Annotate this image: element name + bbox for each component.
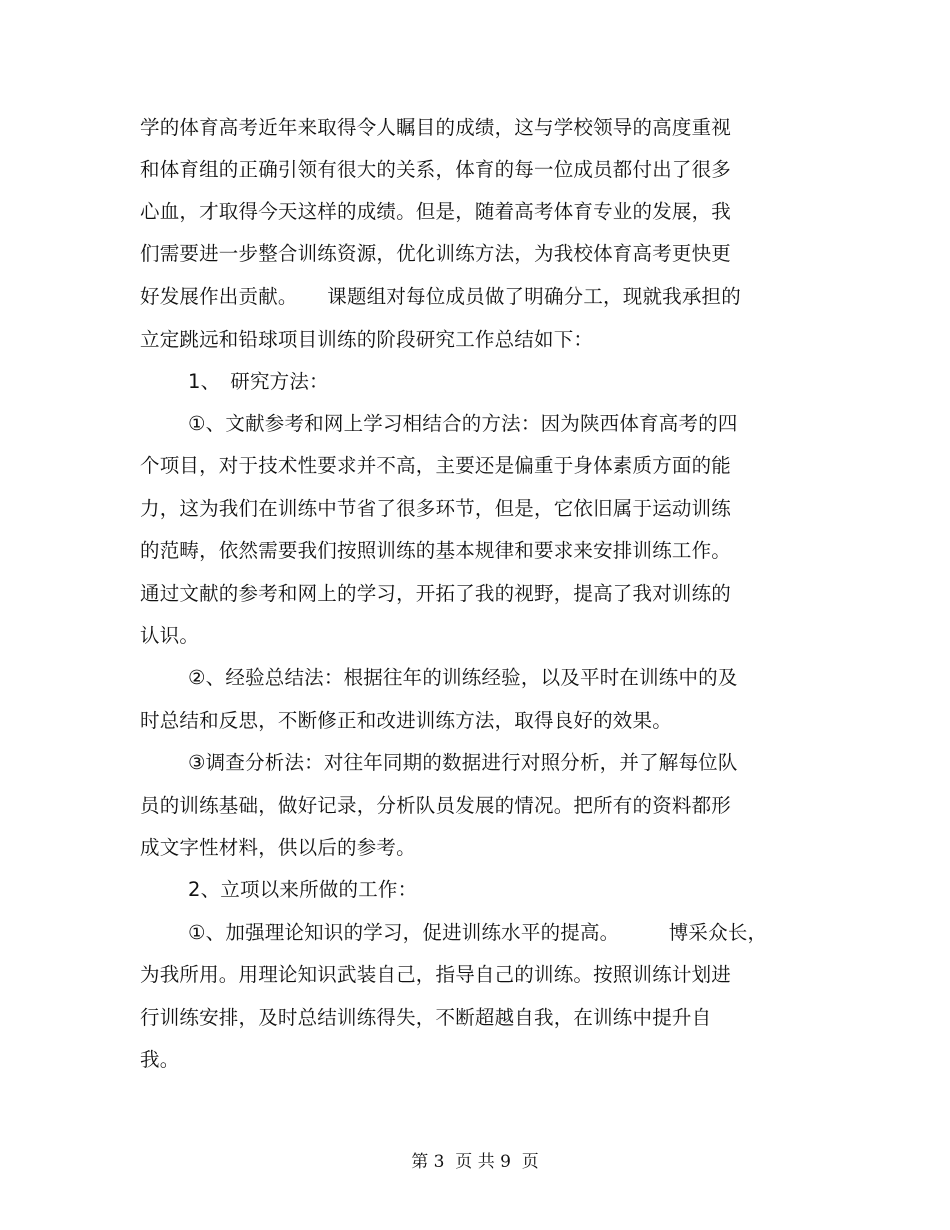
paragraph-line: 通过文献的参考和网上的学习，开拓了我的视野，提高了我对训练的 (140, 582, 732, 605)
paragraph-line: 好发展作出贡献。 课题组对每位成员做了明确分工，现就我承担的 (140, 285, 741, 308)
paragraph-line: 认识。 (140, 624, 200, 647)
paragraph-line: 员的训练基础，做好记录，分析队员发展的情况。把所有的资料都形 (140, 794, 732, 817)
paragraph-line: ②、经验总结法：根据往年的训练经验，以及平时在训练中的及 (188, 666, 738, 689)
paragraph-line: 学的体育高考近年来取得令人瞩目的成绩，这与学校领导的高度重视 (140, 116, 732, 139)
page-number-footer: 第 3 页 共 9 页 (411, 1152, 539, 1172)
paragraph-line: 我。 (140, 1048, 180, 1071)
paragraph-line: 时总结和反思，不断修正和改进训练方法，取得良好的效果。 (140, 709, 672, 732)
paragraph-line: 的范畴，依然需要我们按照训练的基本规律和要求来安排训练工作。 (140, 539, 732, 562)
section-heading: 1、 研究方法： (188, 370, 329, 393)
paragraph-line: 个项目，对于技术性要求并不高，主要还是偏重于身体素质方面的能 (140, 454, 732, 477)
paragraph-line: 立定跳远和铅球项目训练的阶段研究工作总结如下： (140, 328, 594, 351)
paragraph-line: ①、加强理论知识的学习，促进训练水平的提高。 博采众长， (188, 921, 768, 944)
paragraph-line: ①、文献参考和网上学习相结合的方法：因为陕西体育高考的四 (188, 412, 738, 435)
paragraph-line: 为我所用。用理论知识武装自己，指导自己的训练。按照训练计划进 (140, 963, 732, 986)
paragraph-line: 行训练安排，及时总结训练得失，不断超越自我，在训练中提升自 (140, 1006, 712, 1029)
paragraph-line: 和体育组的正确引领有很大的关系，体育的每一位成员都付出了很多 (140, 158, 732, 181)
section-heading: 2、立项以来所做的工作： (188, 878, 418, 901)
paragraph-line: ③调查分析法：对往年同期的数据进行对照分析，并了解每位队 (188, 751, 738, 774)
paragraph-line: 们需要进一步整合训练资源，优化训练方法，为我校体育高考更快更 (140, 242, 732, 265)
paragraph-line: 心血，才取得今天这样的成绩。但是，随着高考体育专业的发展，我 (140, 200, 732, 223)
paragraph-line: 力，这为我们在训练中节省了很多环节，但是，它依旧属于运动训练 (140, 497, 732, 520)
paragraph-line: 成文字性材料，供以后的参考。 (140, 836, 416, 859)
